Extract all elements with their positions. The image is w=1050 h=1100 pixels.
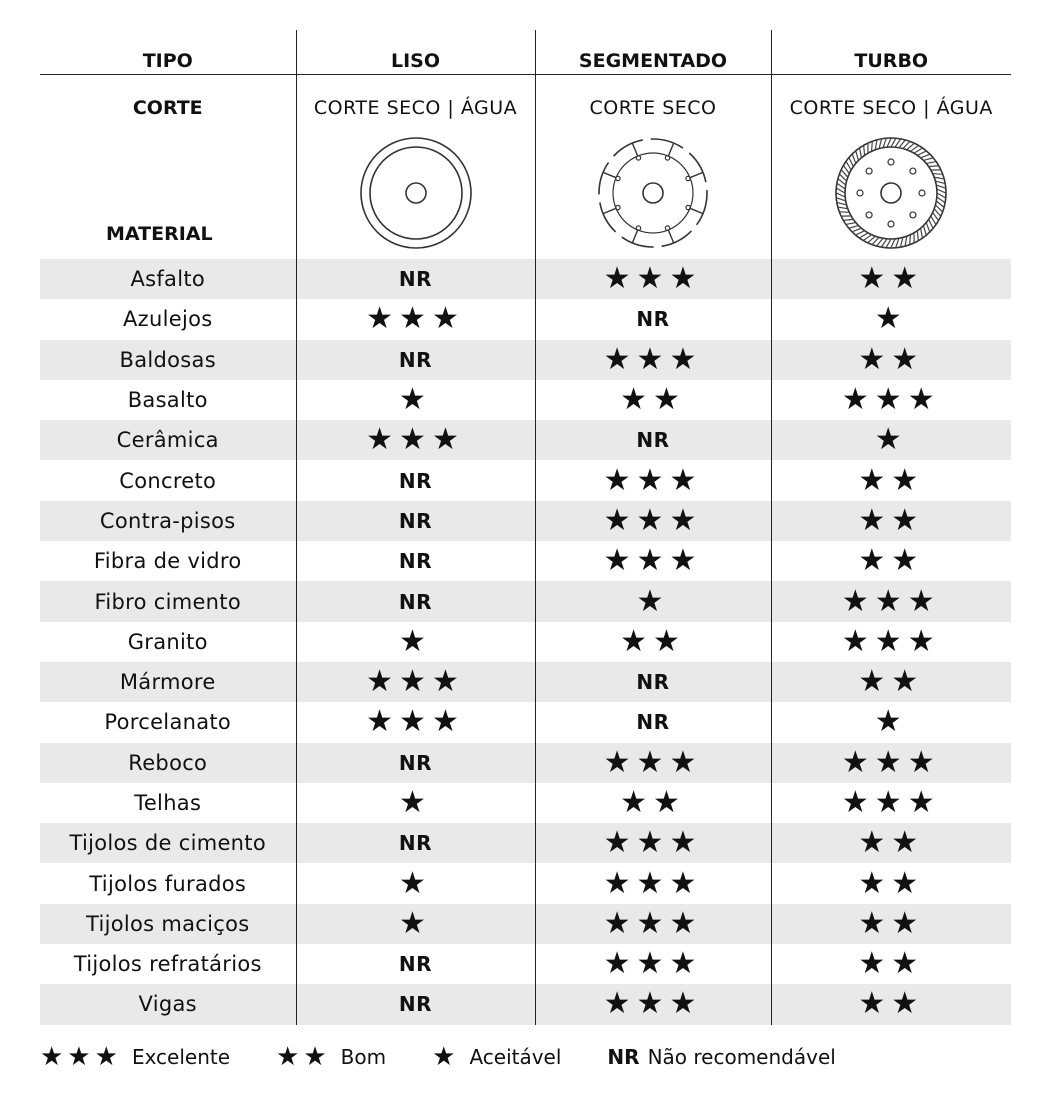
segmented-disc-icon	[595, 135, 711, 251]
segmentado-rating-cell	[535, 823, 771, 863]
segmentado-rating: ★★	[620, 623, 686, 659]
turbo-rating-cell	[771, 622, 1011, 662]
segmentado-rating: ★	[636, 583, 670, 619]
turbo-rating: ★★★	[841, 785, 941, 820]
segmentado-rating-cell	[535, 420, 771, 460]
corte-label: CORTE	[132, 97, 203, 119]
segmentado-rating-cell	[535, 581, 771, 621]
segmentado-rating-cell	[535, 340, 771, 380]
segmentado-rating: ★★★	[603, 261, 703, 297]
segmentado-rating: ★★★	[603, 905, 703, 941]
turbo-rating: ★	[874, 422, 908, 458]
turbo-rating: ★	[874, 704, 908, 740]
legend-not-recommended-label: Não recomendável	[647, 1045, 836, 1069]
turbo-rating: ★★	[858, 946, 925, 982]
material-rows	[40, 259, 1011, 1025]
liso-mode-cell	[296, 75, 535, 260]
turbo-rating-cell	[771, 501, 1011, 541]
segmentado-header: SEGMENTADO	[535, 30, 771, 75]
segmentado-rating-cell	[535, 299, 771, 339]
material-name: Baldosas	[119, 347, 216, 372]
segmentado-rating: ★★★	[603, 825, 703, 861]
turbo-rating-cell	[771, 662, 1011, 702]
liso-rating-cell	[296, 662, 535, 702]
turbo-rating: ★★	[858, 905, 925, 941]
smooth-disc-icon	[358, 135, 474, 251]
liso-rating-cell	[296, 259, 535, 299]
liso-rating-cell	[296, 460, 535, 500]
liso-rating-cell	[296, 863, 535, 903]
turbo-rating: ★★	[858, 462, 925, 498]
table-row	[40, 340, 1011, 380]
turbo-rating-cell	[771, 823, 1011, 863]
liso-rating-cell	[296, 783, 535, 823]
table-row	[40, 501, 1011, 541]
turbo-rating: ★★	[858, 543, 925, 579]
legend-excellent-label: Excelente	[131, 1045, 231, 1069]
material-name: Vigas	[138, 992, 197, 1017]
turbo-rating: ★	[874, 301, 908, 337]
material-name: Tijolos maciços	[85, 911, 250, 936]
segmentado-rating: ★★	[620, 785, 686, 820]
table-row	[40, 420, 1011, 460]
legend-excellent	[40, 1042, 230, 1072]
table-row	[40, 702, 1011, 742]
legend-good	[276, 1042, 386, 1072]
liso-rating: NR	[398, 549, 433, 574]
two-stars-icon: ★★	[276, 1042, 331, 1072]
turbo-rating-cell	[771, 541, 1011, 581]
turbo-rating-cell	[771, 420, 1011, 460]
segmentado-rating: NR	[636, 710, 670, 735]
material-name: Tijolos refratários	[73, 952, 262, 977]
turbo-mode-cell	[771, 75, 1011, 260]
blade-comparison-table	[40, 30, 1011, 1025]
turbo-rating: ★★★	[841, 623, 941, 659]
turbo-rating-cell	[771, 944, 1011, 984]
tipo-header: TIPO	[40, 30, 296, 75]
table-row	[40, 299, 1011, 339]
blade-comparison-table-wrapper	[40, 30, 1011, 1025]
segmentado-rating-cell	[535, 501, 771, 541]
liso-rating: ★	[399, 623, 432, 659]
material-name: Fibra de vidro	[93, 549, 242, 574]
turbo-rating-cell	[771, 380, 1011, 420]
table-row	[40, 904, 1011, 944]
material-name: Fibro cimento	[94, 589, 241, 614]
material-name: Porcelanato	[104, 710, 232, 735]
three-stars-icon: ★★★	[40, 1042, 122, 1072]
turbo-rating-cell	[771, 783, 1011, 823]
liso-rating: ★★★	[366, 301, 465, 337]
segmentado-rating: ★★	[620, 382, 686, 418]
legend-good-label: Bom	[340, 1045, 387, 1069]
liso-rating: NR	[398, 468, 433, 493]
liso-rating-cell	[296, 501, 535, 541]
table-row	[40, 622, 1011, 662]
segmentado-rating: ★★★	[603, 502, 703, 538]
segmentado-rating: NR	[636, 428, 670, 453]
segmentado-mode-cell	[535, 75, 771, 260]
liso-rating-cell	[296, 702, 535, 742]
segmentado-rating: ★★★	[603, 986, 703, 1022]
turbo-rating: ★★	[858, 986, 925, 1022]
liso-rating-cell	[296, 944, 535, 984]
turbo-rating: ★★★	[841, 382, 941, 418]
material-name: Asfalto	[130, 267, 206, 292]
turbo-rating: ★★	[858, 341, 925, 377]
segmentado-rating-cell	[535, 783, 771, 823]
turbo-rating-cell	[771, 984, 1011, 1024]
turbo-rating-cell	[771, 904, 1011, 944]
turbo-rating-cell	[771, 581, 1011, 621]
liso-rating: NR	[398, 267, 433, 292]
material-name: Telhas	[134, 791, 202, 815]
segmentado-rating: NR	[636, 307, 670, 332]
turbo-rating: ★★	[858, 502, 925, 538]
table-row	[40, 541, 1011, 581]
liso-rating: NR	[398, 831, 433, 856]
segmentado-rating-cell	[535, 622, 771, 662]
rating-legend	[40, 1040, 882, 1074]
turbo-rating: ★★	[858, 261, 925, 297]
segmentado-rating: ★★★	[603, 543, 703, 579]
turbo-rating-cell	[771, 460, 1011, 500]
table-row	[40, 783, 1011, 823]
liso-rating: ★★★	[366, 704, 465, 740]
table-row	[40, 662, 1011, 702]
segmentado-rating: ★★★	[603, 341, 703, 377]
liso-rating: NR	[398, 508, 433, 533]
material-name: Azulejos	[123, 307, 213, 332]
turbo-disc-icon	[833, 135, 949, 251]
table-row	[40, 743, 1011, 783]
table-row	[40, 944, 1011, 984]
one-star-icon: ★	[432, 1042, 460, 1072]
liso-rating: ★★★	[366, 422, 465, 458]
material-name: Mármore	[119, 670, 216, 695]
liso-header: LISO	[296, 30, 535, 75]
liso-rating: ★	[399, 785, 432, 820]
segmentado-rating-cell	[535, 702, 771, 742]
segmentado-rating: ★★★	[603, 462, 703, 498]
liso-rating: ★	[399, 905, 432, 941]
turbo-rating: ★★	[858, 865, 925, 901]
legend-not-recommended	[607, 1045, 835, 1069]
segmentado-rating-cell	[535, 541, 771, 581]
liso-rating-cell	[296, 541, 535, 581]
turbo-header: TURBO	[771, 30, 1011, 75]
turbo-rating: ★★★	[841, 583, 941, 619]
table-row	[40, 823, 1011, 863]
segmentado-rating-cell	[535, 380, 771, 420]
material-name: Tijolos de cimento	[69, 831, 266, 856]
liso-rating: ★	[399, 382, 432, 418]
segmentado-rating-cell	[535, 863, 771, 903]
segmentado-rating-cell	[535, 743, 771, 783]
turbo-cut-mode: CORTE SECO | ÁGUA	[789, 97, 993, 119]
liso-cut-mode: CORTE SECO | ÁGUA	[313, 97, 518, 119]
liso-rating: NR	[398, 589, 433, 614]
table-row	[40, 863, 1011, 903]
liso-rating-cell	[296, 340, 535, 380]
segmentado-rating: ★★★	[603, 744, 703, 780]
liso-rating: NR	[398, 992, 433, 1017]
turbo-rating-cell	[771, 702, 1011, 742]
material-name: Tijolos furados	[89, 871, 247, 896]
material-name: Cerâmica	[116, 428, 219, 453]
material-label: MATERIAL	[106, 223, 213, 245]
header-type-row	[40, 30, 1011, 75]
table-row	[40, 460, 1011, 500]
material-name: Granito	[127, 629, 208, 654]
corte-material-cell	[40, 75, 296, 260]
table-row	[40, 259, 1011, 299]
nr-badge: NR	[607, 1045, 640, 1069]
liso-rating: NR	[398, 347, 433, 372]
liso-rating-cell	[296, 743, 535, 783]
segmentado-rating-cell	[535, 984, 771, 1024]
liso-rating-cell	[296, 984, 535, 1024]
segmentado-rating-cell	[535, 460, 771, 500]
segmentado-rating-cell	[535, 662, 771, 702]
liso-rating: ★	[399, 865, 432, 901]
turbo-rating: ★★	[858, 825, 925, 861]
segmentado-rating-cell	[535, 944, 771, 984]
liso-rating-cell	[296, 380, 535, 420]
liso-rating-cell	[296, 420, 535, 460]
material-name: Contra-pisos	[99, 508, 236, 533]
liso-rating-cell	[296, 904, 535, 944]
turbo-rating-cell	[771, 299, 1011, 339]
liso-rating: NR	[398, 750, 433, 775]
segmentado-rating: ★★★	[603, 946, 703, 982]
liso-rating: NR	[398, 952, 433, 977]
liso-rating-cell	[296, 299, 535, 339]
segmentado-rating-cell	[535, 904, 771, 944]
liso-rating: ★★★	[366, 664, 465, 700]
segmentado-rating-cell	[535, 259, 771, 299]
segmentado-cut-mode: CORTE SECO	[589, 97, 717, 119]
turbo-rating-cell	[771, 340, 1011, 380]
turbo-rating: ★★	[858, 664, 925, 700]
material-name: Reboco	[128, 750, 208, 775]
liso-rating-cell	[296, 581, 535, 621]
segmentado-rating: ★★★	[603, 865, 703, 901]
legend-acceptable	[432, 1042, 561, 1072]
turbo-rating-cell	[771, 259, 1011, 299]
legend-acceptable-label: Aceitável	[469, 1045, 562, 1069]
table-row	[40, 984, 1011, 1024]
turbo-rating-cell	[771, 743, 1011, 783]
header-cut-row	[40, 75, 1011, 260]
table-row	[40, 581, 1011, 621]
turbo-rating: ★★★	[841, 744, 941, 780]
material-name: Basalto	[127, 388, 208, 413]
material-name: Concreto	[119, 468, 217, 493]
turbo-rating-cell	[771, 863, 1011, 903]
liso-rating-cell	[296, 622, 535, 662]
segmentado-rating: NR	[636, 670, 670, 695]
table-row	[40, 380, 1011, 420]
liso-rating-cell	[296, 823, 535, 863]
